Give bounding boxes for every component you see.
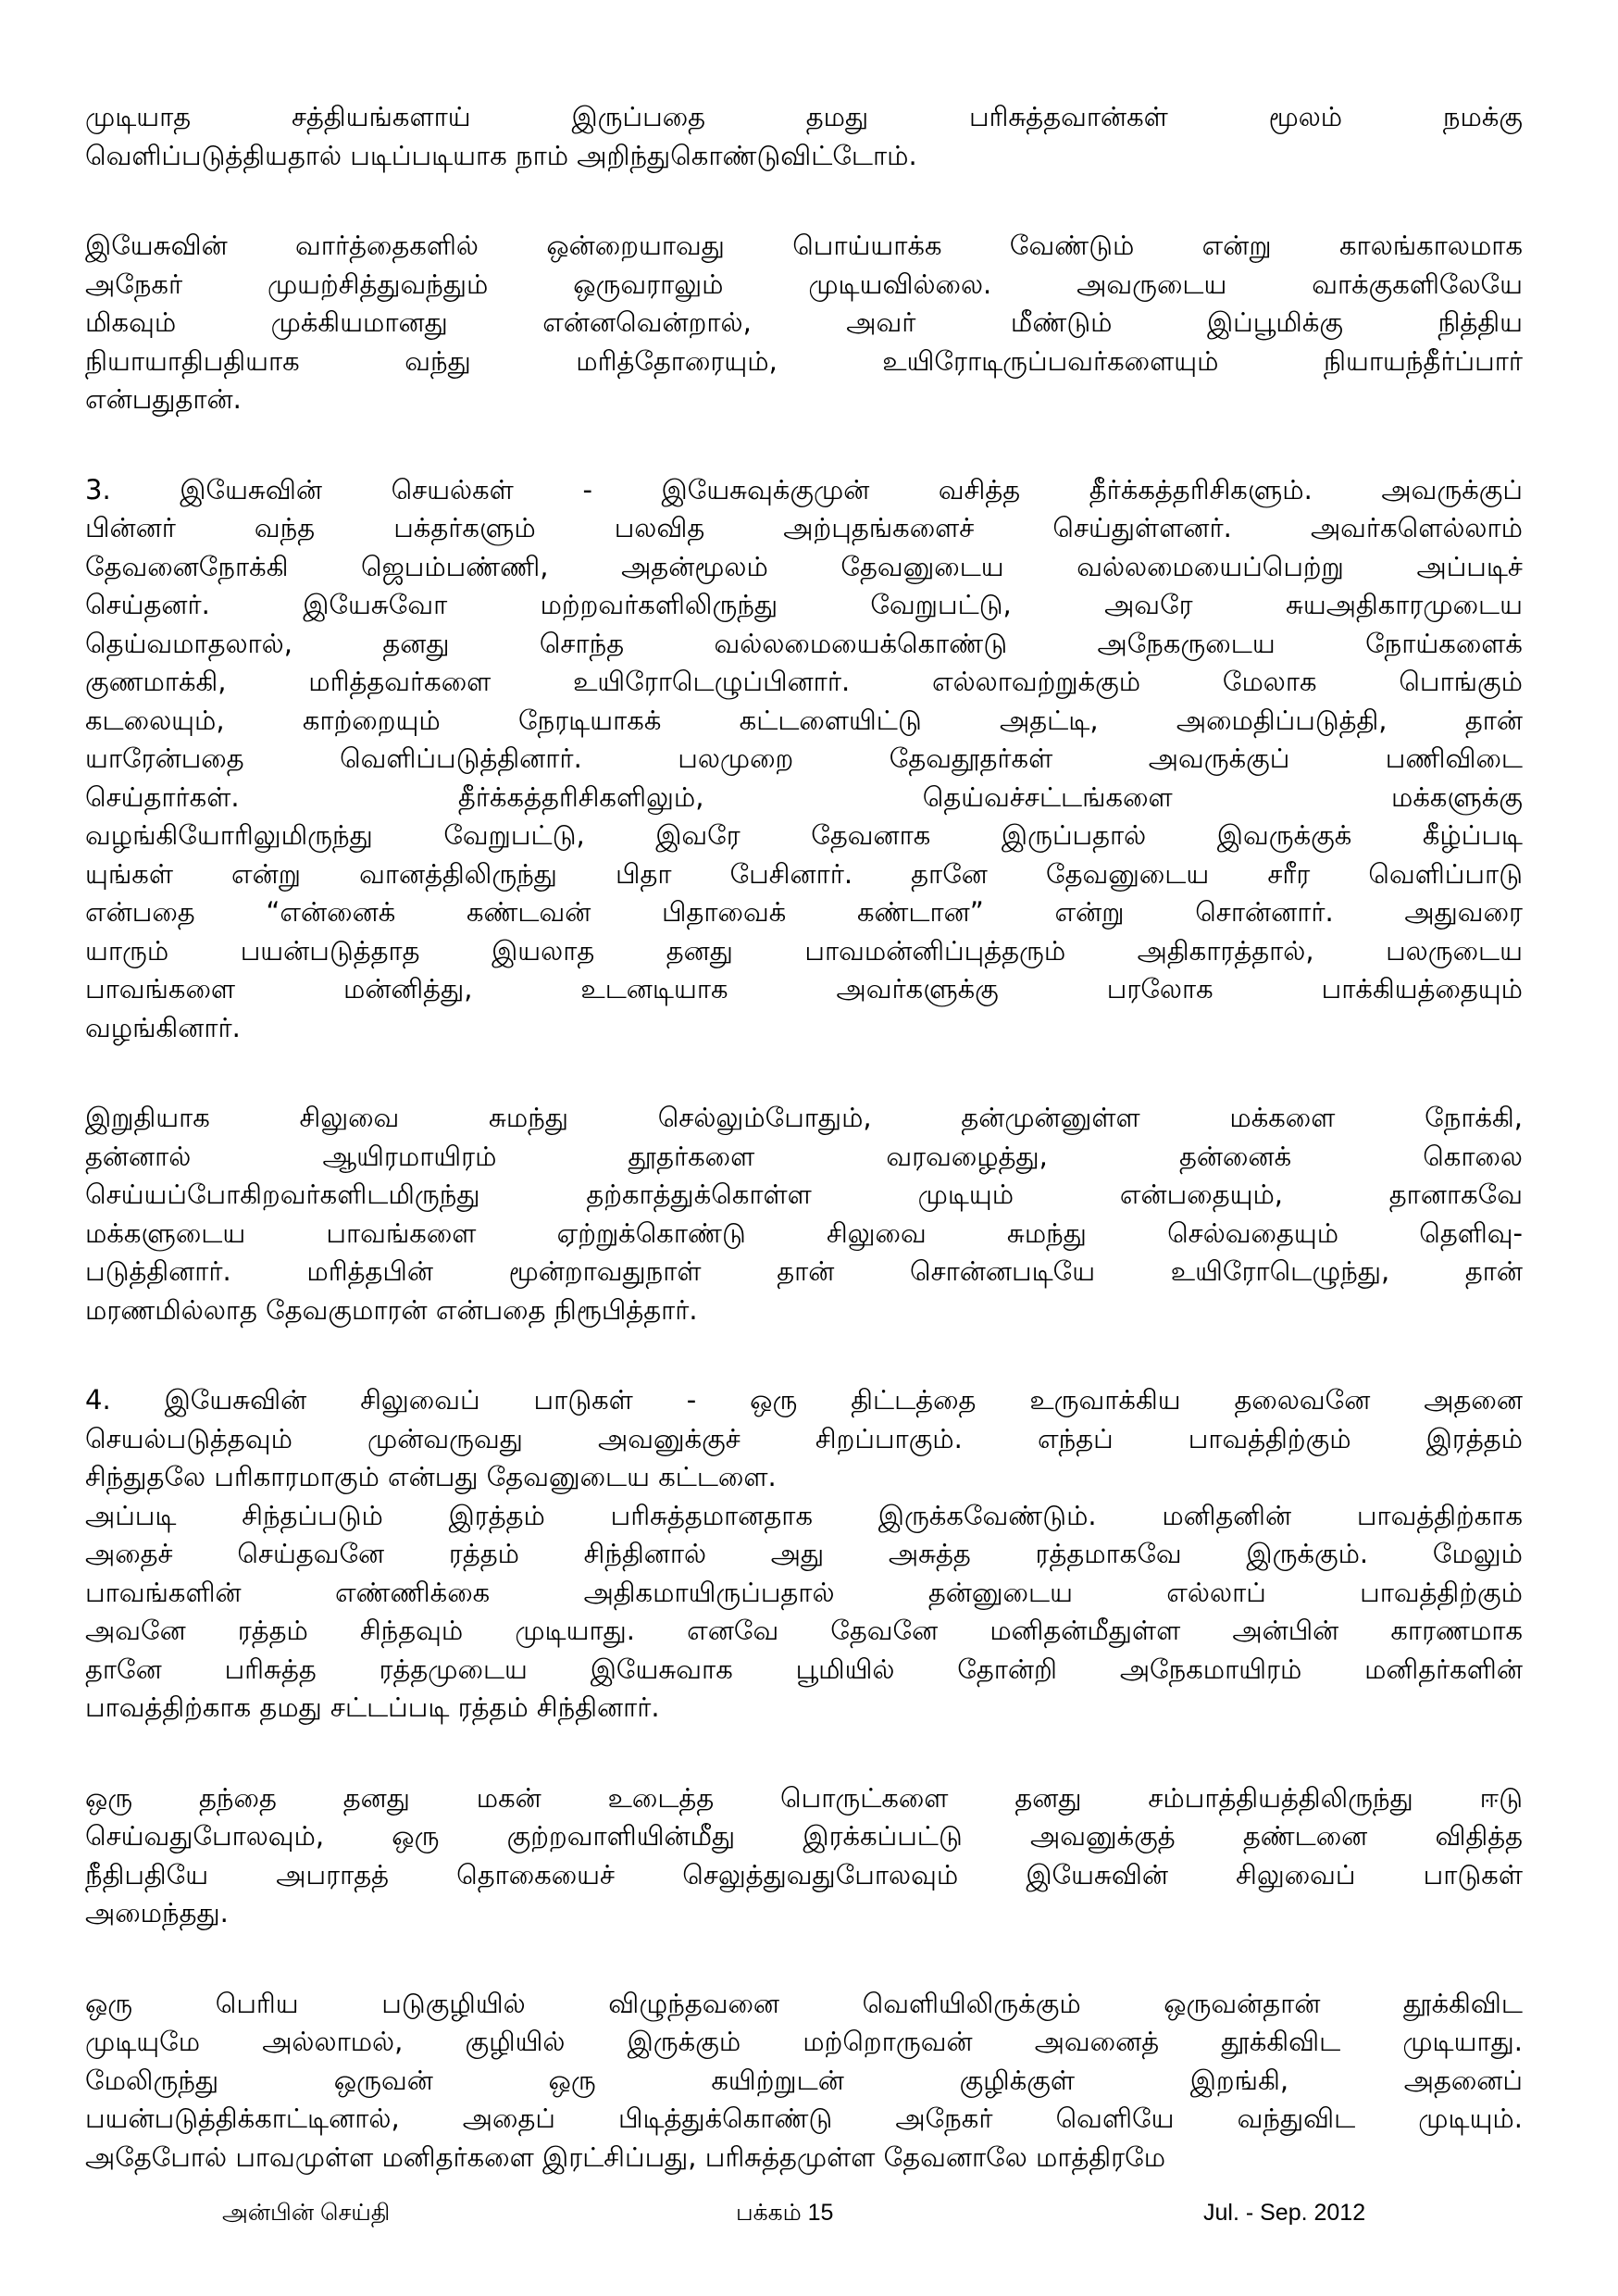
text-line: என்பதை “என்னைக் கண்டவன் பிதாவைக் கண்டான” என்று சொன்னார். அதுவரை: [85, 896, 1523, 928]
text-line: அதேபோல் பாவமுள்ள மனிதர்களை இரட்சிப்பது, பரிசுத்தமுள்ள தேவனாலே மாத்திரமே: [85, 2140, 1166, 2173]
text-line: செய்தனர். இயேசுவோ மற்றவர்களிலிருந்து வேறுபட்டு, அவரே சுயஅதிகாரமுடைய: [85, 589, 1523, 620]
text-line: செயல்படுத்தவும் முன்வருவது அவனுக்குச் சிறப்பாகும். எந்தப் பாவத்திற்கும் இரத்தம்: [85, 1422, 1523, 1454]
text-line: ஒரு தந்தை தனது மகன் உடைத்த பொருட்களை தனது சம்பாத்தியத்திலிருந்து ஈடு: [85, 1781, 1523, 1814]
text-line: யுங்கள் என்று வானத்திலிருந்து பிதா பேசினார். தானே தேவனுடைய சரீர வெளிப்பாடு: [85, 857, 1523, 890]
section-heading-line: 4. இயேசுவின் சிலுவைப் பாடுகள் - ஒரு திட்டத்தை உருவாக்கிய தலைவனே அதனை: [85, 1384, 1523, 1416]
text-line: மரணமில்லாத தேவகுமாரன் என்பதை நிரூபித்தார்.: [85, 1293, 698, 1326]
text-line: செய்தார்கள். தீர்க்கத்தரிசிகளிலும், தெய்வச்சட்டங்களை மக்களுக்கு: [85, 780, 1523, 813]
paragraph: [85, 1985, 1523, 2177]
text-line: பயன்படுத்திக்காட்டினால், அதைப் பிடித்துக்கொண்டு அநேகர் வெளியே வந்துவிட முடியும்.: [85, 2103, 1523, 2134]
text-line: யாரும் பயன்படுத்தாத இயலாத தனது பாவமன்னிப்புத்தரும் அதிகாரத்தால், பலருடைய: [85, 934, 1523, 967]
text-line: வெளிப்படுத்தியதால் படிப்படியாக நாம் அறிந்துகொண்டுவிட்டோம்.: [85, 139, 917, 171]
text-line: வழங்கினார்.: [85, 1011, 241, 1043]
text-line: தானே பரிசுத்த ரத்தமுடைய இயேசுவாக பூமியில் தோன்றி அநேகமாயிரம் மனிதர்களின்: [85, 1653, 1523, 1685]
text-line: நியாயாதிபதியாக வந்து மரித்தோரையும், உயிரோடிருப்பவர்களையும் நியாயந்தீர்ப்பார்: [85, 344, 1523, 377]
article-body: [85, 98, 1523, 2228]
page-number: பக்கம் 15: [736, 2200, 834, 2226]
text-line: நீதிபதியே அபராதத் தொகையைச் செலுத்துவதுபோலவும் இயேசுவின் சிலுவைப் பாடுகள்: [85, 1858, 1523, 1890]
text-line: இறுதியாக சிலுவை சுமந்து செல்லும்போதும், தன்முன்னுள்ள மக்களை நோக்கி,: [85, 1102, 1523, 1133]
text-line: அமைந்தது.: [85, 1897, 229, 1928]
section-3-paragraph: [85, 471, 1523, 1048]
text-line: பின்னர் வந்த பக்தர்களும் பலவித அற்புதங்களைச் செய்துள்ளனர். அவர்களெல்லாம்: [85, 512, 1523, 543]
paragraph: [85, 1099, 1523, 1329]
text-line: செய்யப்போகிறவர்களிடமிருந்து தற்காத்துக்கொள்ள முடியும் என்பதையும், தானாகவே: [85, 1179, 1523, 1210]
page-footer: [0, 2200, 1618, 2237]
text-line: குணமாக்கி, மரித்தவர்களை உயிரோடெழுப்பினார். எல்லாவற்றுக்கும் மேலாக பொங்கும்: [85, 666, 1523, 697]
text-line: இயேசுவின் வார்த்தைகளில் ஒன்றையாவது பொய்யாக்க வேண்டும் என்று காலங்காலமாக: [85, 230, 1523, 261]
text-line: யாரேன்பதை வெளிப்படுத்தினார். பலமுறை தேவதூதர்கள் அவருக்குப் பணிவிடை: [85, 742, 1523, 774]
text-line: பாவங்களை மன்னித்து, உடனடியாக அவர்களுக்கு பரலோக பாக்கியத்தையும்: [85, 973, 1523, 1004]
text-line: அவனே ரத்தம் சிந்தவும் முடியாது. எனவே தேவனே மனிதன்மீதுள்ள அன்பின் காரணமாக: [85, 1615, 1523, 1646]
text-line: படுத்தினார். மரித்தபின் மூன்றாவதுநாள் தான் சொன்னபடியே உயிரோடெழுந்து, தான்: [85, 1255, 1523, 1287]
text-line: அநேகர் முயற்சித்துவந்தும் ஒருவராலும் முடியவில்லை. அவருடைய வாக்குகளிலேயே: [85, 268, 1523, 300]
text-line: மக்களுடைய பாவங்களை ஏற்றுக்கொண்டு சிலுவை சுமந்து செல்வதையும் தெளிவு-: [85, 1217, 1523, 1249]
text-line: தேவனைநோக்கி ஜெபம்பண்ணி, அதன்மூலம் தேவனுடைய வல்லமையைப்பெற்று அப்படிச்: [85, 550, 1523, 582]
text-line: முடியுமே அல்லாமல், குழியில் இருக்கும் மற்றொருவன் அவனைத் தூக்கிவிட முடியாது.: [85, 2026, 1523, 2057]
text-line: மிகவும் முக்கியமானது என்னவென்றால், அவர் மீண்டும் இப்பூமிக்கு நித்திய: [85, 306, 1523, 338]
text-line: வழங்கியோரிலுமிருந்து வேறுபட்டு, இவரே தேவனாக இருப்பதால் இவருக்குக் கீழ்ப்படி: [85, 819, 1523, 851]
section-heading-line: 3. இயேசுவின் செயல்கள் - இயேசுவுக்குமுன் வசித்த தீர்க்கத்தரிசிகளும். அவருக்குப்: [85, 473, 1523, 505]
text-line: மேலிருந்து ஒருவன் ஒரு கயிற்றுடன் குழிக்குள் இறங்கி, அதனைப்: [85, 2064, 1523, 2096]
text-line: தன்னால் ஆயிரமாயிரம் தூதர்களை வரவழைத்து, தன்னைக் கொலை: [85, 1140, 1523, 1172]
text-line: என்பதுதான்.: [85, 383, 242, 415]
paragraph: [85, 1779, 1523, 1933]
text-line: சிந்துதலே பரிகாரமாகும் என்பது தேவனுடைய கட்டளை.: [85, 1461, 777, 1492]
issue-date: Jul. - Sep. 2012: [1203, 2200, 1366, 2226]
text-line: முடியாத சத்தியங்களாய் இருப்பதை தமது பரிசுத்தவான்கள் மூலம் நமக்கு: [85, 101, 1523, 132]
text-line: செய்வதுபோலவும், ஒரு குற்றவாளியின்மீது இரக்கப்பட்டு அவனுக்குத் தண்டனை விதித்த: [85, 1820, 1523, 1852]
publication-name: அன்பின் செய்தி: [222, 2200, 391, 2226]
text-line: பாவங்களின் எண்ணிக்கை அதிகமாயிருப்பதால் தன்னுடைய எல்லாப் பாவத்திற்கும்: [85, 1576, 1523, 1608]
text-line: பாவத்திற்காக தமது சட்டப்படி ரத்தம் சிந்தினார்.: [85, 1691, 660, 1723]
section-4-paragraph: [85, 1381, 1523, 1497]
text-line: ஒரு பெரிய படுகுழியில் விழுந்தவனை வெளியிலிருக்கும் ஒருவன்தான் தூக்கிவிட: [85, 1987, 1523, 2019]
paragraph: [85, 1497, 1523, 1728]
paragraph: [85, 227, 1523, 419]
text-line: கடலையும், காற்றையும் நேரடியாகக் கட்டளையிட்டு அதட்டி, அமைதிப்படுத்தி, தான்: [85, 704, 1523, 736]
text-line: அப்படி சிந்தப்படும் இரத்தம் பரிசுத்தமானதாக இருக்கவேண்டும். மனிதனின் பாவத்திற்காக: [85, 1499, 1523, 1531]
text-line: அதைச் செய்தவனே ரத்தம் சிந்தினால் அது அசுத்த ரத்தமாகவே இருக்கும். மேலும்: [85, 1538, 1523, 1569]
paragraph: [85, 98, 1523, 175]
text-line: தெய்வமாதலால், தனது சொந்த வல்லமையைக்கொண்டு அநேகருடைய நோய்களைக்: [85, 627, 1523, 659]
